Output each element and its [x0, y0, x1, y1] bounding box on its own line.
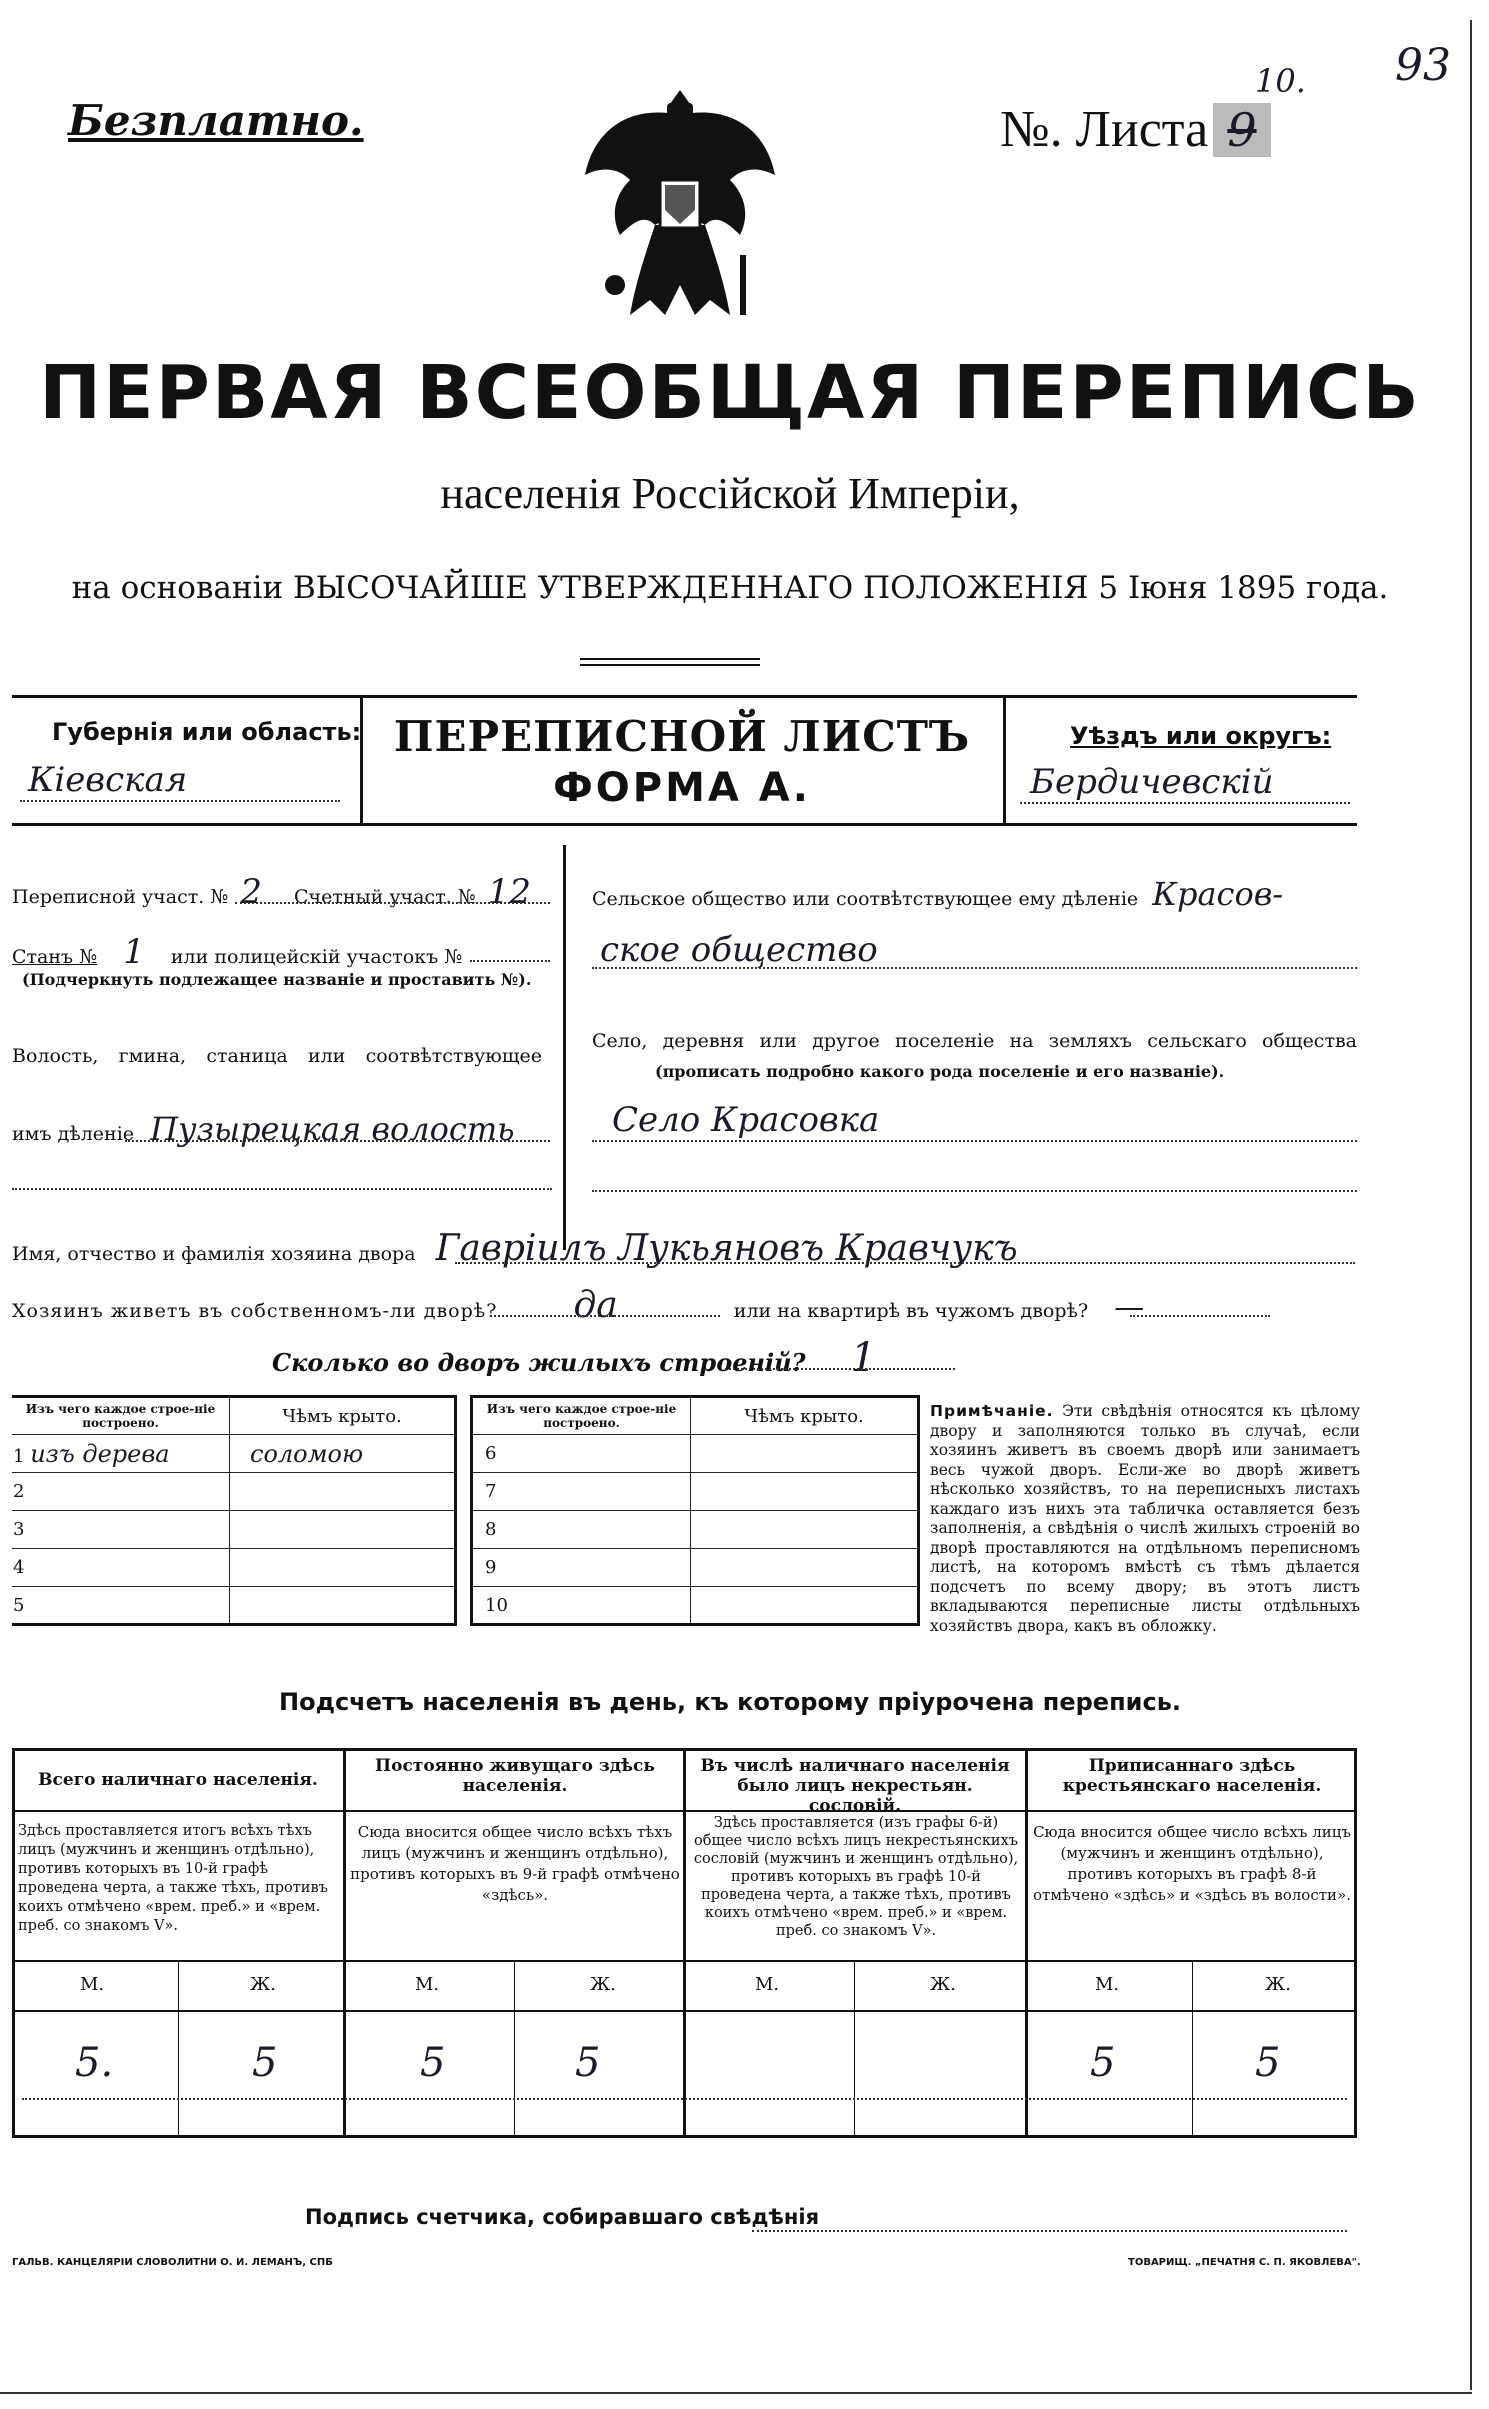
- census-area-rule: [235, 902, 550, 904]
- summary-col1-desc: Здѣсь проставляется итогъ всѣхъ тѣхъ лицъ (мужчинъ и женщинъ отдѣльно), противъ которыхъ въ 10-й графѣ проведена черта, а также тѣхъ, противъ коихъ отмѣчено «врем. преб.» и «врем. преб. со знакомъ V».: [18, 1823, 328, 1934]
- roof-cell: [230, 1511, 456, 1549]
- summary-col4-m-value: 5: [1090, 2040, 1116, 2086]
- footer-left: ГАЛЬВ. КАНЦЕЛЯРІИ СЛОВОЛИТНИ О. И. ЛЕМАНЪ, СПБ: [12, 2257, 333, 2268]
- page-border-right: [1470, 20, 1472, 2390]
- building-cell: 2: [12, 1473, 230, 1511]
- ornament-divider: [580, 658, 760, 666]
- page-border-bottom: [0, 2392, 1472, 2394]
- stan-rule: [470, 960, 550, 962]
- summary-col4-head: Приписаннаго здѣсь крестьянскаго населенія.: [1062, 1756, 1322, 1796]
- roof-cell: соломою: [230, 1435, 456, 1473]
- summary-col2-f-label: Ж.: [590, 1974, 616, 1995]
- footer-right: ТОВАРИЩ. „ПЕЧАТНЯ С. П. ЯКОВЛЕВА".: [1128, 2257, 1361, 2268]
- police-label: или полицейскій участокъ №: [170, 946, 463, 968]
- buildings-table-right: [470, 1395, 920, 1626]
- summary-desc-divider: [12, 1960, 1357, 1962]
- uezd-value: Бердичевскій: [1030, 762, 1274, 802]
- owner-name-value: Гавріилъ Лукьяновъ Кравчукъ: [435, 1228, 1018, 1269]
- gubernia-rule: [20, 800, 340, 802]
- division-rule: [125, 1140, 550, 1142]
- sheet-number-old: 9: [1213, 103, 1270, 157]
- society-rule: [592, 967, 1357, 969]
- summary-col2-desc: Сюда вносится общее число всѣхъ тѣхъ лицъ (мужчинъ и женщинъ отдѣльно), противъ которыхъ въ 9-й графѣ отмѣчено «здѣсь».: [350, 1823, 680, 1904]
- col-material-header: Изъ чего каждое строе-ніе построено.: [12, 1397, 230, 1435]
- owner-name-label: Имя, отчество и фамилія хозяина двора: [12, 1243, 416, 1265]
- summary-col1-head: Всего наличнаго населенія.: [38, 1770, 318, 1790]
- header-divider-right: [1003, 695, 1006, 823]
- society-value-1: Красов-: [1152, 875, 1284, 913]
- left-blank-rule: [12, 1188, 552, 1190]
- building-cell: 4: [12, 1549, 230, 1587]
- summary-col3-m-label: М.: [755, 1974, 780, 1995]
- census-main-title: ПЕРВАЯ ВСЕОБЩАЯ ПЕРЕПИСЬ: [39, 350, 1421, 436]
- owner-rent-rule: [1130, 1315, 1270, 1317]
- building-cell: 3: [12, 1511, 230, 1549]
- census-area-value: 2: [240, 872, 262, 912]
- summary-col4-f-value: 5: [1255, 2040, 1281, 2086]
- buildings-count-line: [272, 1335, 876, 1381]
- roof-cell: [691, 1549, 919, 1587]
- form-name: ФОРМА А.: [553, 765, 811, 811]
- sheet-number-new: 10.: [1255, 62, 1306, 100]
- gubernia-value: Кіевская: [28, 760, 188, 800]
- building-cell: 10: [472, 1587, 691, 1625]
- summary-col1-m-value: 5.: [75, 2040, 114, 2086]
- col-roof-header: Чѣмъ крыто.: [691, 1397, 919, 1435]
- summary-title: Подсчетъ населенія въ день, къ которому пріурочена перепись.: [279, 1688, 1181, 1716]
- summary-col2-head: Постоянно живущаго здѣсь населенія.: [375, 1756, 655, 1796]
- roof-cell: [691, 1587, 919, 1625]
- owner-own-rule: [490, 1315, 720, 1317]
- summary-col-divider-2: [683, 1748, 686, 2138]
- buildings-count-label: Сколько во дворъ жилыхъ строеній?: [272, 1348, 806, 1377]
- census-basis: на основаніи ВЫСОЧАЙШЕ УТВЕРЖДЕННАГО ПОЛОЖЕНІЯ 5 Іюня 1895 года.: [71, 570, 1389, 606]
- owner-own-line: [12, 1285, 1144, 1326]
- division-value: Пузырецкая волость: [150, 1110, 515, 1148]
- owner-name-rule: [455, 1262, 1355, 1264]
- building-cell: 1 изъ дерева: [12, 1435, 230, 1473]
- col-material-header: Изъ чего каждое строе-ніе построено.: [472, 1397, 691, 1435]
- volost-label: Волость, гмина, станица или соотвѣтствующее: [12, 1045, 542, 1067]
- buildings-count-rule: [725, 1368, 955, 1370]
- buildings-table-left: [12, 1395, 457, 1626]
- summary-head-divider: [12, 1810, 1357, 1812]
- summary-mf-divider: [12, 2010, 1357, 2012]
- census-area-label: Переписной участ. №: [12, 886, 229, 908]
- free-label: Безплатно.: [68, 96, 364, 145]
- corner-mark: 93: [1395, 40, 1451, 91]
- summary-col4-f-label: Ж.: [1265, 1974, 1291, 1995]
- stan-value: 1: [123, 932, 145, 972]
- form-title: ПЕРЕПИСНОЙ ЛИСТЪ: [393, 712, 971, 761]
- owner-own-value: да: [573, 1285, 618, 1326]
- summary-col1-f-label: Ж.: [250, 1974, 276, 1995]
- signature-label: Подпись счетчика, собиравшаго свѣдѣнія: [305, 2205, 820, 2229]
- summary-col1-m-label: М.: [80, 1974, 105, 1995]
- signature-rule: [752, 2230, 1347, 2232]
- summary-col-divider-3: [1025, 1748, 1028, 2138]
- village-note: (прописать подробно какого рода поселеніе и его названіе).: [655, 1062, 1225, 1081]
- summary-mf-split-1: [178, 1962, 179, 2138]
- gubernia-label: Губернія или область:: [52, 718, 362, 746]
- buildings-note-text: Эти свѣдѣнія относятся къ цѣлому двору и заполняются только въ случаѣ, если хозяинъ живетъ въ своемъ дворѣ или занимаетъ весь чужой дворъ. Если-же во дворѣ живетъ нѣсколько хозяйствъ, то на переписныхъ листахъ каждаго изъ нихъ эта табличка оставляется безъ заполненія, а свѣдѣнія о числѣ жилыхъ строеній во дворѣ проставляются на отдѣльномъ переписномъ листѣ, на которомъ вмѣстѣ съ тѣмъ дѣлается подсчетъ по всему двору; въ этотъ листъ вкладываются переписные листы отдѣльныхъ хозяйствъ двора, какъ въ обложку.: [930, 1402, 1360, 1635]
- uezd-label: Уѣздъ или округъ:: [1070, 722, 1332, 750]
- division-label: имъ дѣленіе: [12, 1123, 135, 1145]
- buildings-note: [930, 1402, 1360, 1636]
- society-label: Сельское общество или соотвѣтствующее ему дѣленіе: [592, 888, 1139, 910]
- fields-divider: [563, 845, 566, 1250]
- stan-label: Станъ №: [12, 946, 98, 968]
- sheet-number-block: [1000, 100, 1271, 159]
- village-value: Село Красовка: [612, 1100, 880, 1140]
- summary-col-divider-1: [343, 1748, 346, 2138]
- summary-col1-f-value: 5: [252, 2040, 278, 2086]
- village-rule: [592, 1140, 1357, 1142]
- roof-cell: [691, 1473, 919, 1511]
- summary-col3-f-label: Ж.: [930, 1974, 956, 1995]
- roof-cell: [691, 1511, 919, 1549]
- owner-rent-value: —: [1114, 1290, 1145, 1325]
- building-cell: 7: [472, 1473, 691, 1511]
- division-line: [12, 1110, 515, 1148]
- roof-cell: [691, 1435, 919, 1473]
- building-cell: 5: [12, 1587, 230, 1625]
- summary-value-rule: [22, 2098, 1347, 2100]
- col-roof-header: Чѣмъ крыто.: [230, 1397, 456, 1435]
- owner-own-label: Хозяинъ живетъ въ собственномъ-ли дворѣ?: [12, 1300, 498, 1322]
- roof-cell: [230, 1549, 456, 1587]
- roof-cell: [230, 1473, 456, 1511]
- building-cell: 9: [472, 1549, 691, 1587]
- summary-col2-m-value: 5: [420, 2040, 446, 2086]
- roof-cell: [230, 1587, 456, 1625]
- count-area-value: 12: [487, 872, 531, 912]
- building-cell: 8: [472, 1511, 691, 1549]
- summary-col3-desc: Здѣсь проставляется (изъ графы 6-й) общее число всѣхъ лицъ некрестьянскихъ сословій (мужчинъ и женщинъ отдѣльно), противъ которыхъ въ графѣ 10-й проведена черта, а также тѣхъ, противъ коихъ отмѣчено «врем. преб.» и «врем. преб. со знакомъ V».: [693, 1815, 1019, 1939]
- uezd-rule: [1020, 802, 1350, 804]
- summary-mf-split-2: [514, 1962, 515, 2138]
- summary-mf-split-3: [854, 1962, 855, 2138]
- society-value-2: ское общество: [600, 930, 878, 970]
- society-line: [592, 875, 1283, 913]
- census-area-line: [12, 872, 537, 912]
- owner-rent-label: или на квартирѣ въ чужомъ дворѣ?: [733, 1300, 1089, 1322]
- count-area-label: Счетный участ. №: [294, 886, 476, 908]
- buildings-note-title: Примѣчаніе.: [930, 1402, 1054, 1420]
- summary-col3-head: Въ числѣ наличнаго населенія было лицъ некрестьян. сословій.: [700, 1756, 1010, 1816]
- underline-note: (Подчеркнуть подлежащее названіе и проставить №).: [22, 970, 532, 989]
- buildings-count-value: 1: [850, 1335, 877, 1381]
- building-cell: 6: [472, 1435, 691, 1473]
- coat-of-arms-emblem: [575, 85, 785, 325]
- summary-mf-split-4: [1192, 1962, 1193, 2138]
- census-subtitle: населенія Россійской Имперіи,: [440, 469, 1020, 518]
- summary-col4-m-label: М.: [1095, 1974, 1120, 1995]
- right-blank-rule: [592, 1190, 1357, 1192]
- village-label: Село, деревня или другое поселеніе на земляхъ сельскаго общества: [592, 1030, 1357, 1052]
- sheet-label: №. Листа: [1000, 101, 1209, 158]
- summary-col2-m-label: М.: [415, 1974, 440, 1995]
- stan-line: [12, 932, 462, 972]
- summary-col2-f-value: 5: [575, 2040, 601, 2086]
- summary-col4-desc: Сюда вносится общее число всѣхъ лицъ (мужчинъ и женщинъ отдѣльно), противъ которыхъ въ графѣ 8-й отмѣчено «здѣсь» и «здѣсь въ волости».: [1033, 1823, 1351, 1904]
